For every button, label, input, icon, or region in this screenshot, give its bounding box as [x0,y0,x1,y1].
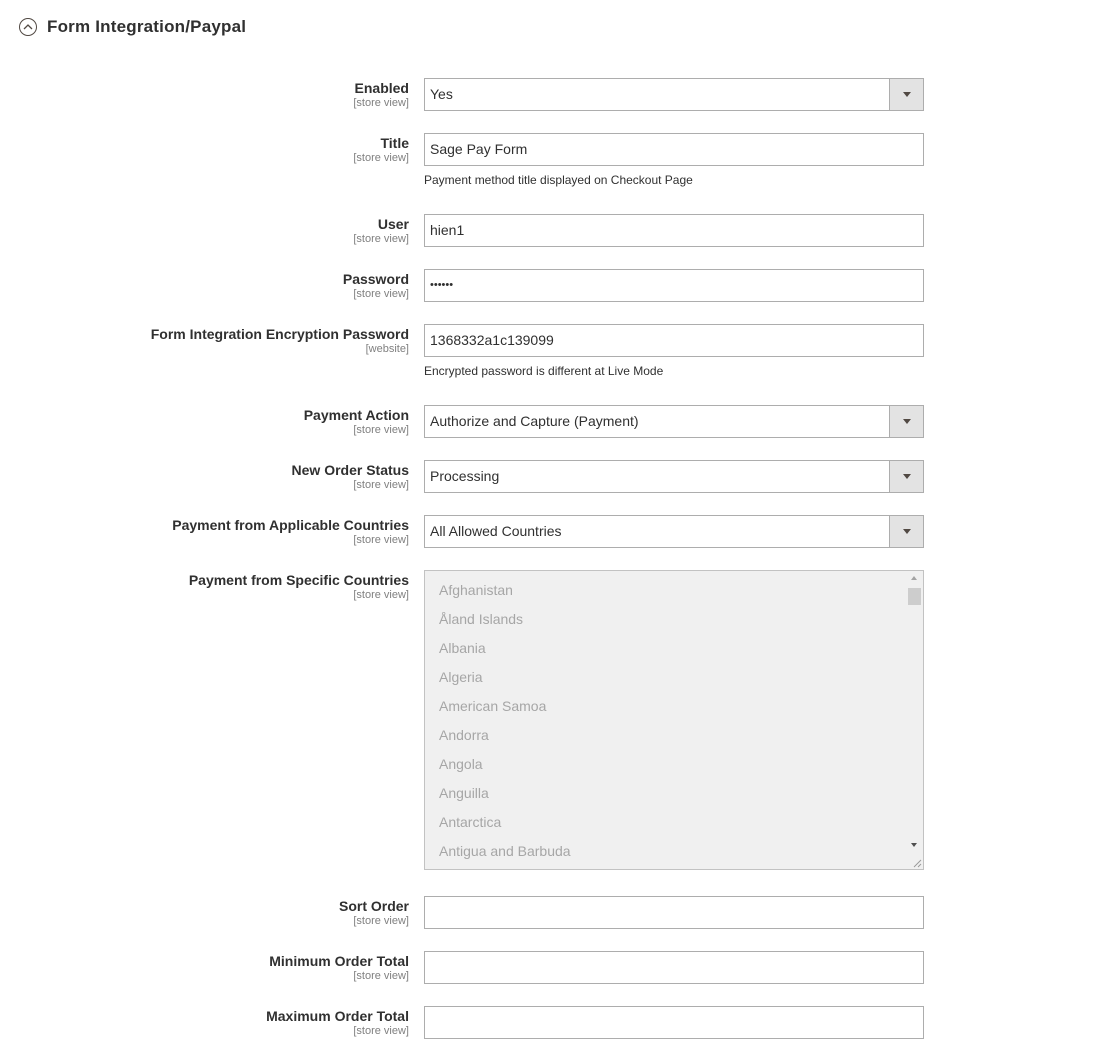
scrollbar-thumb[interactable] [908,588,921,605]
enabled-label: Enabled [354,80,409,96]
encryption-password-input[interactable]: 1368332a1c139099 [424,324,924,357]
scope-label: [website] [365,343,409,355]
scope-label: [store view] [353,152,409,164]
applicable-countries-select-value: All Allowed Countries [430,523,562,539]
applicable-countries-select[interactable] [424,515,924,548]
scope-label: [store view] [353,233,409,245]
dropdown-arrow-icon[interactable] [889,516,923,547]
country-option[interactable]: Anguilla [439,785,489,801]
section-header-toggle[interactable] [19,14,246,40]
password-input[interactable]: •••••• [424,269,924,302]
field-label-group [339,898,409,928]
encryption-password-note: Encrypted password is different at Live Mode [424,364,664,378]
country-option-list [439,581,571,870]
field-label-group [292,462,409,492]
scope-label: [store view] [353,1025,409,1037]
field-label-group [266,1008,409,1038]
chevron-up-icon[interactable] [19,18,37,36]
enabled-select-value: Yes [430,86,453,102]
field-label-group [269,953,409,983]
scroll-up-arrow-icon[interactable] [911,576,917,580]
scope-label: [store view] [353,424,409,436]
max-order-total-input[interactable] [424,1006,924,1039]
new-order-status-select[interactable] [424,460,924,493]
dropdown-arrow-icon[interactable] [889,406,923,437]
field-label-group [304,407,409,437]
scope-label: [store view] [353,479,409,491]
user-input[interactable]: hien1 [424,214,924,247]
password-label: Password [342,271,409,287]
min-order-total-label: Minimum Order Total [269,953,409,969]
field-label-group [189,572,409,602]
field-label-group [151,326,409,356]
applicable-countries-label: Payment from Applicable Countries [172,517,409,533]
specific-countries-label: Payment from Specific Countries [188,572,409,588]
title-label: Title [380,135,409,151]
scope-label: [store view] [353,589,409,601]
country-option[interactable]: Andorra [439,727,489,743]
country-option[interactable]: Antigua and Barbuda [439,843,571,859]
country-option[interactable]: Antarctica [439,814,502,830]
field-label-group [343,271,409,301]
title-note: Payment method title displayed on Checkout Page [424,173,693,187]
scroll-down-arrow-icon[interactable] [911,843,917,847]
new-order-status-select-value: Processing [430,468,500,484]
field-label-group [172,517,409,547]
min-order-total-input[interactable] [424,951,924,984]
scope-label: [store view] [353,288,409,300]
dropdown-arrow-icon[interactable] [889,461,923,492]
country-option[interactable]: American Samoa [439,698,547,714]
country-option[interactable]: Angola [439,756,483,772]
country-option[interactable]: Afghanistan [439,582,513,598]
payment-action-select[interactable] [424,405,924,438]
country-option[interactable]: Algeria [439,669,483,685]
scope-label: [store view] [353,97,409,109]
scope-label: [store view] [353,970,409,982]
vertical-scrollbar[interactable] [907,571,923,869]
sort-order-label: Sort Order [338,898,409,914]
resize-handle-icon[interactable] [912,858,922,868]
title-input[interactable]: Sage Pay Form [424,133,924,166]
max-order-total-label: Maximum Order Total [266,1008,409,1024]
scope-label: [store view] [353,534,409,546]
payment-action-select-value: Authorize and Capture (Payment) [430,413,639,429]
scope-label: [store view] [353,915,409,927]
section-title: Form Integration/Paypal [47,17,247,36]
field-label-group [353,216,409,246]
sort-order-input[interactable] [424,896,924,929]
enabled-select[interactable] [424,78,924,111]
country-option[interactable]: Albania [439,640,486,656]
user-label: User [377,216,409,232]
specific-countries-multiselect[interactable] [424,570,924,870]
payment-action-label: Payment Action [303,407,409,423]
encryption-password-label: Form Integration Encryption Password [150,326,409,342]
dropdown-arrow-icon[interactable] [889,79,923,110]
field-label-group [353,80,409,110]
field-label-group [353,135,409,165]
country-option[interactable]: Åland Islands [439,611,524,627]
new-order-status-label: New Order Status [291,462,409,478]
